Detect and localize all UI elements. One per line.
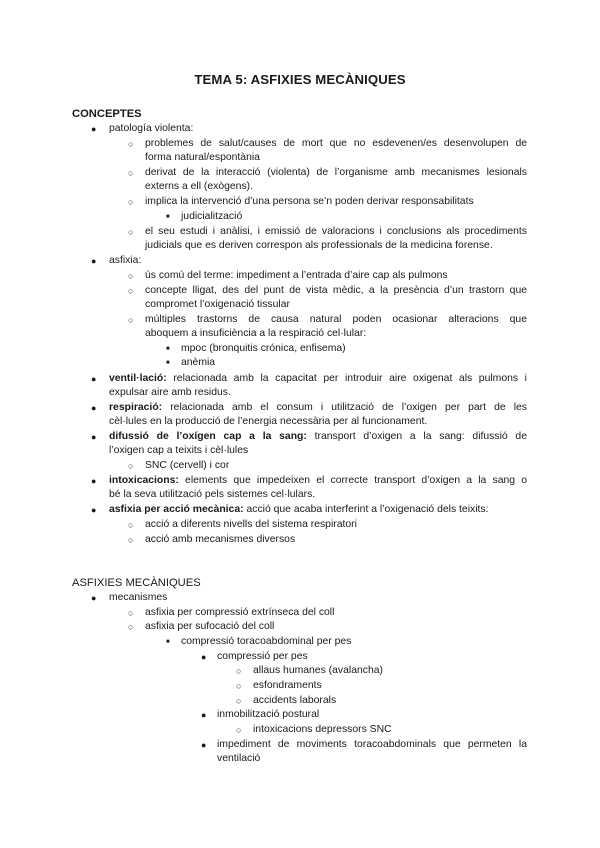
bullet-icon: ●	[91, 505, 97, 515]
list-item: mpoc (bronquitis crónica, enfisema)	[181, 343, 346, 354]
term-intoxicacions: intoxicacions:	[109, 475, 179, 486]
circle-bullet-icon: ○	[128, 315, 134, 325]
list-item: concepte lligat, des del punt de vista mèdic, a la presència d’un trastorn que	[145, 285, 527, 296]
list-item: implica la intervenció d’una persona se’n poden derivar responsabilitats	[145, 196, 474, 207]
bullet-icon: ●	[201, 652, 207, 662]
circle-bullet-icon: ○	[128, 197, 134, 207]
list-item: forma natural/espontània	[145, 152, 260, 163]
square-bullet-icon: ■	[166, 639, 170, 645]
list-item: aboquem a insuficiència a la respiració cel·lular:	[145, 328, 367, 339]
list-item: anèmia	[181, 357, 216, 368]
ventilacio-item	[109, 372, 527, 386]
list-item: inmobilització postural	[217, 709, 320, 720]
asfixia-label: asfixia:	[109, 255, 142, 266]
list-item: múltiples trastorns de causa natural poden ocasionar alteracions que	[145, 314, 527, 325]
list-item: cèl·lules en la producció de l’energia necessària per al funcionament.	[109, 416, 428, 427]
list-item: externs a ell (exògens).	[145, 181, 254, 192]
bullet-icon: ●	[91, 593, 97, 603]
list-item: acció a diferents nivells del sistema respiratori	[145, 519, 357, 530]
term-respiracio: respiració:	[109, 402, 163, 413]
bullet-icon: ●	[91, 374, 97, 384]
square-bullet-icon: ■	[166, 360, 170, 366]
list-item: asfixia per sufocació del coll	[145, 621, 275, 632]
list-item: asfixia per compressió extrínseca del coll	[145, 607, 335, 618]
term-asfixia-mecanica: asfixia per acció mecànica:	[109, 504, 244, 515]
section-heading-asfixies: ASFIXIES MECÀNIQUES	[72, 577, 201, 589]
list-item: bé la seva utilització pels sistemes cel·lulars.	[109, 489, 316, 500]
square-bullet-icon: ■	[166, 214, 170, 220]
circle-bullet-icon: ○	[128, 535, 134, 545]
circle-bullet-icon: ○	[128, 227, 134, 237]
ventilacio-text: relacionada amb la capacitat per introduir aire oxigenat als pulmons i	[166, 373, 527, 384]
bullet-icon: ●	[91, 432, 97, 442]
difusio-text: transport d’oxigen a la sang: difussió de	[306, 431, 527, 442]
circle-bullet-icon: ○	[128, 461, 134, 471]
list-item: l’oxigen cap a teixits i cèl·lules	[109, 445, 249, 456]
list-item: compressió per pes	[217, 651, 308, 662]
list-item: compressió toracoabdominal per pes	[181, 636, 352, 647]
list-item: acció amb mecanismes diversos	[145, 534, 296, 545]
term-difusio: difussió de l’oxígen cap a la sang:	[109, 431, 307, 442]
list-item: judicialització	[181, 211, 243, 222]
list-item: impediment de moviments toracoabdominals que permeten la	[217, 739, 527, 750]
bullet-icon: ●	[91, 403, 97, 413]
bullet-icon: ●	[91, 124, 97, 134]
list-item: ús comú del terme: impediment a l’entrada d’aire cap als pulmons	[145, 270, 448, 281]
list-item: allaus humanes (avalancha)	[253, 665, 383, 676]
difusio-item	[109, 430, 527, 444]
bullet-icon: ●	[91, 256, 97, 266]
circle-bullet-icon: ○	[128, 168, 134, 178]
circle-bullet-icon: ○	[128, 622, 134, 632]
square-bullet-icon: ■	[166, 346, 170, 352]
circle-bullet-icon: ○	[128, 286, 134, 296]
list-item: mecanismes	[109, 592, 168, 603]
list-item: intoxicacions depressors SNC	[253, 724, 392, 735]
bullet-icon: ●	[201, 740, 207, 750]
circle-bullet-icon: ○	[236, 696, 242, 706]
list-item: expulsar aire amb residus.	[109, 387, 231, 398]
list-item: problemes de salut/causes de mort que no esdevenen/es desenvolupen de	[145, 138, 527, 149]
list-item: esfondraments	[253, 680, 322, 691]
list-item: judicials que es deriven correspon als professionals de la medicina forense.	[145, 240, 493, 251]
list-item: ventilació	[217, 753, 261, 764]
circle-bullet-icon: ○	[236, 725, 242, 735]
list-item: el seu estudi i anàlisi, i emissió de valoracions i conclusions als procediments	[145, 226, 527, 237]
asfixia-mec-item	[109, 503, 488, 517]
circle-bullet-icon: ○	[128, 139, 134, 149]
circle-bullet-icon: ○	[236, 681, 242, 691]
term-ventilacio: ventil·lació:	[109, 373, 167, 384]
bullet-icon: ●	[201, 710, 207, 720]
section-heading-conceptes: CONCEPTES	[72, 108, 142, 120]
respiracio-text: relacionada amb el consum i utilització de l’oxigen per part de les	[162, 402, 527, 413]
page-title: TEMA 5: ASFIXIES MECÀNIQUES	[194, 72, 406, 87]
list-item: compromet l’oxigenació tissular	[145, 299, 290, 310]
circle-bullet-icon: ○	[128, 271, 134, 281]
list-item: accidents laborals	[253, 695, 337, 706]
list-item: derivat de la interacció (violenta) de l’organisme amb mecanismes lesionals	[145, 167, 527, 178]
respiracio-item	[109, 401, 527, 415]
patologia-label: patología violenta:	[109, 123, 194, 134]
asfixia-mecanica-text: acció que acaba interferint a l’oxigenació dels teixits:	[243, 504, 489, 515]
circle-bullet-icon: ○	[128, 520, 134, 530]
list-item: SNC (cervell) i cor	[145, 460, 230, 471]
intoxicacions-item	[109, 474, 527, 488]
intoxicacions-text: elements que impedeixen el correcte transport d’oxigen a la sang o	[178, 475, 527, 486]
circle-bullet-icon: ○	[128, 608, 134, 618]
circle-bullet-icon: ○	[236, 666, 242, 676]
bullet-icon: ●	[91, 476, 97, 486]
